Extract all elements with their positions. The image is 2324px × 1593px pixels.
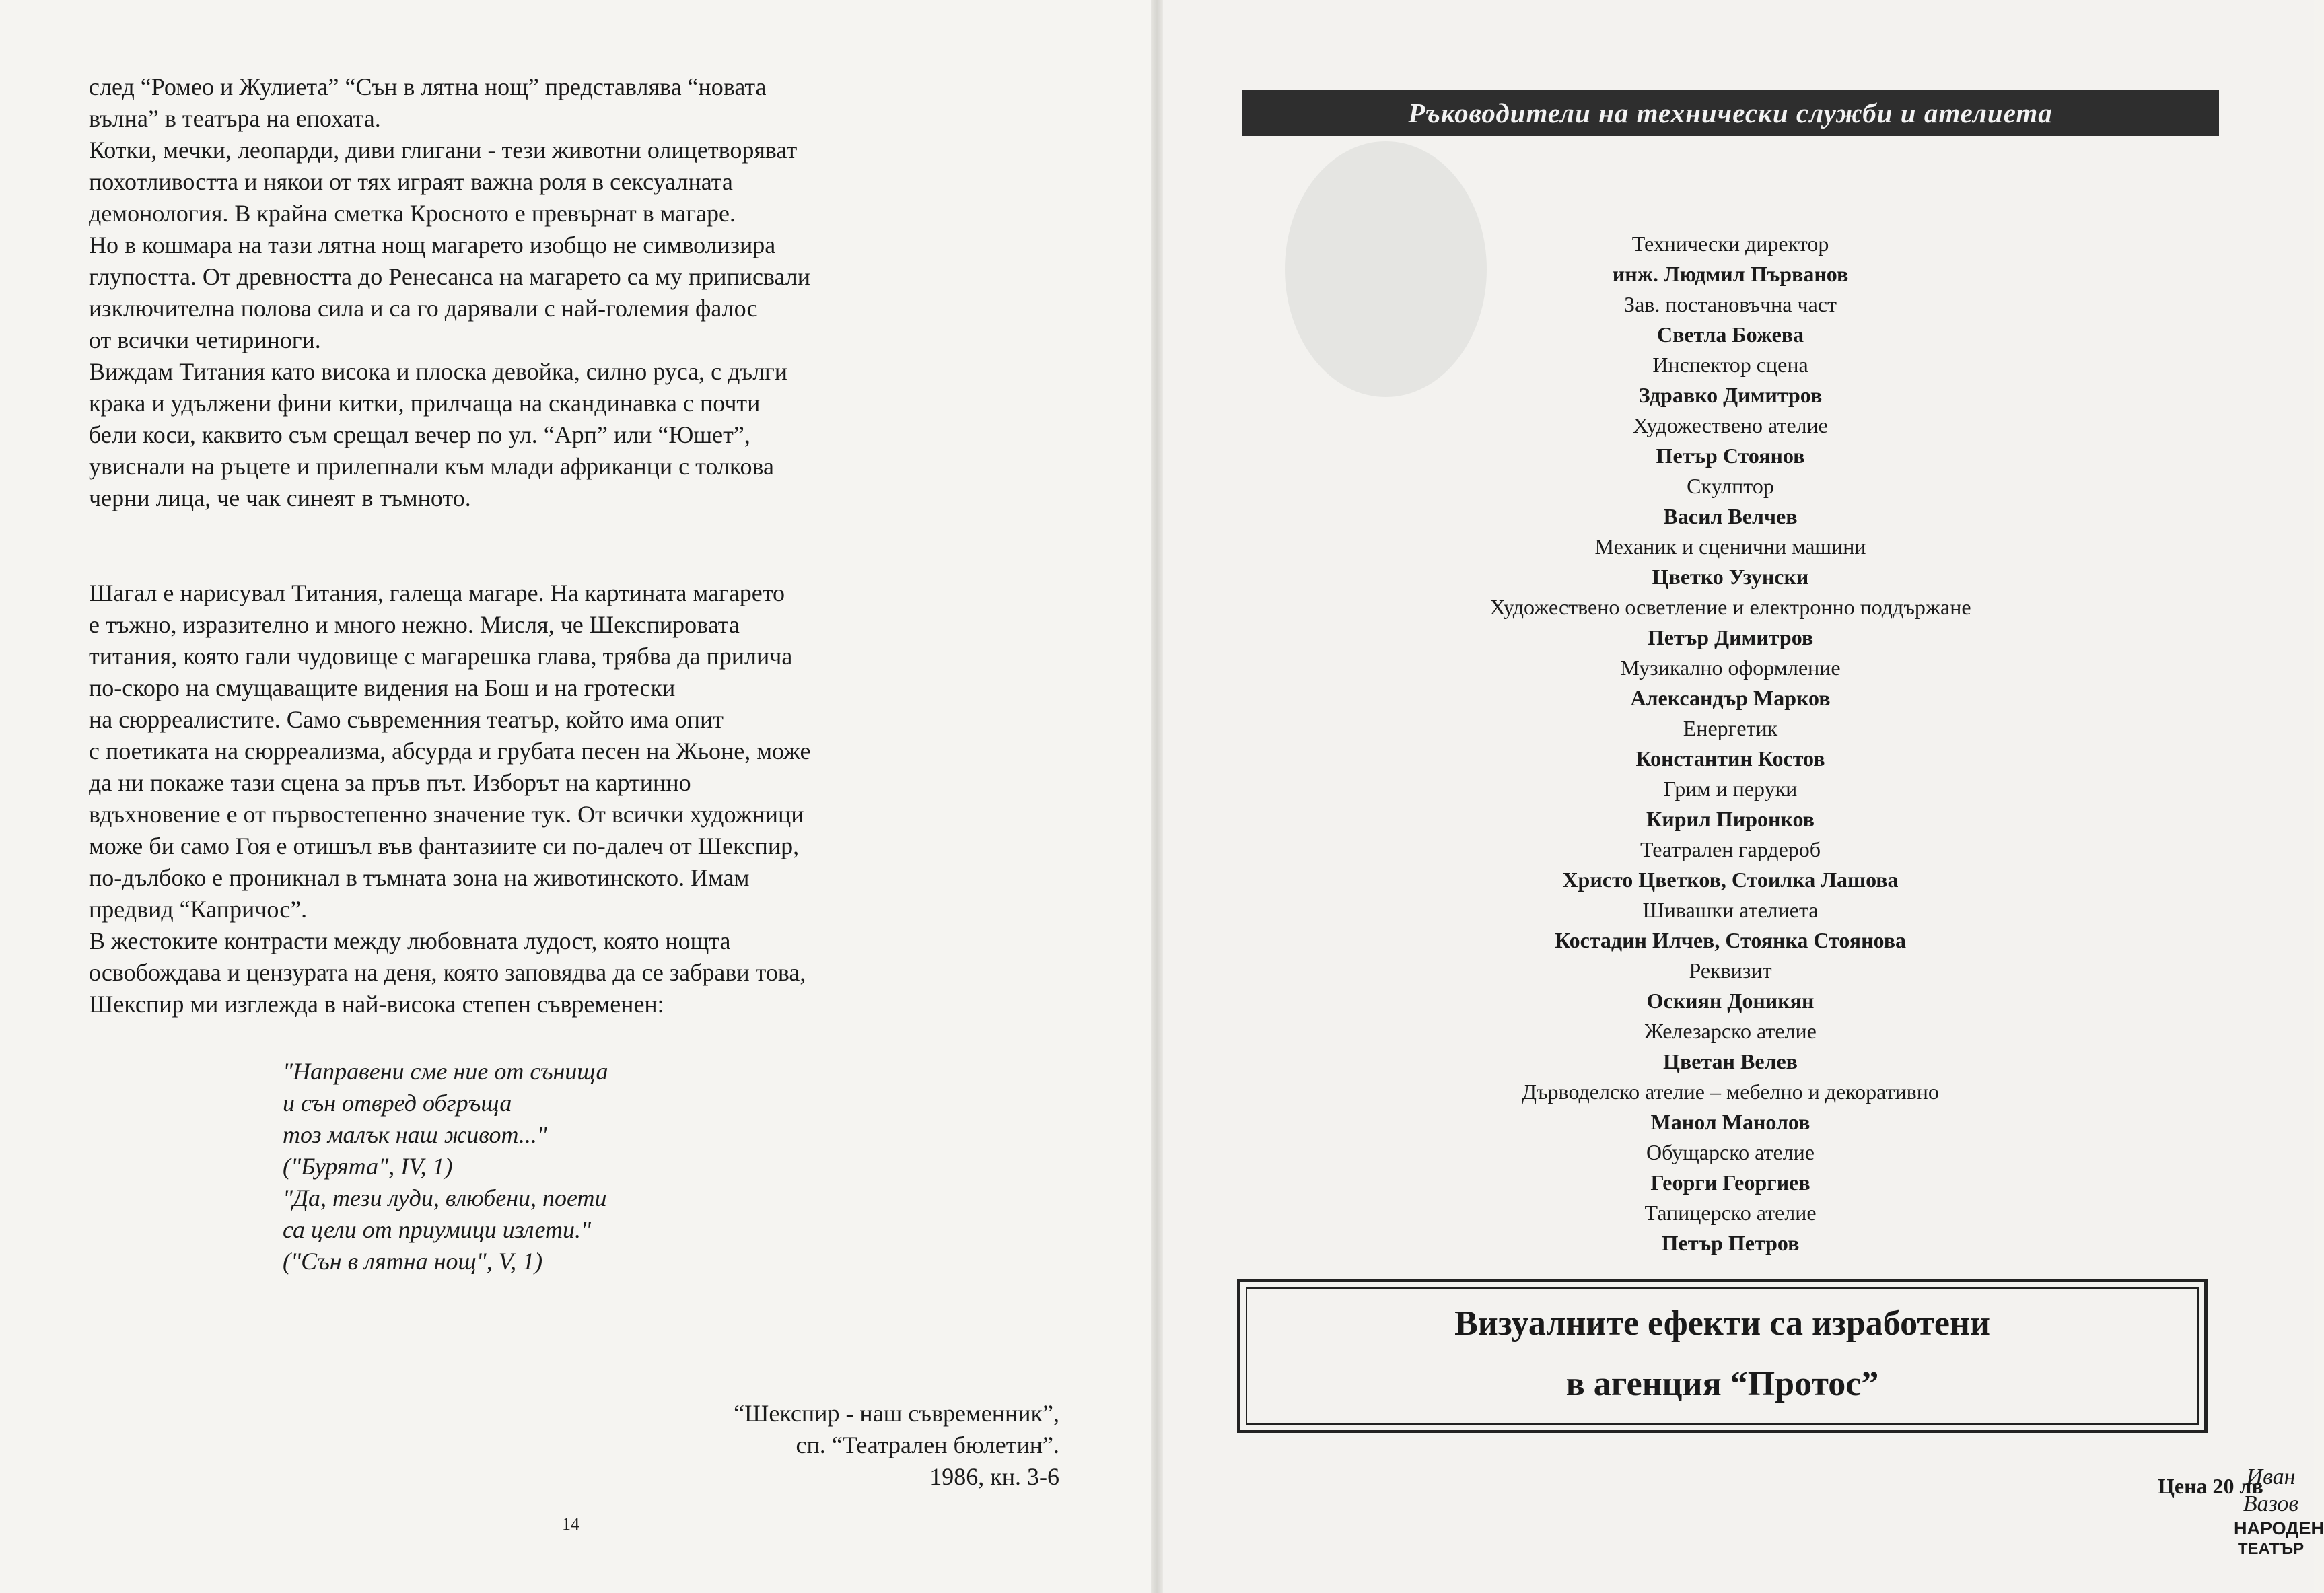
essay-paragraph-2 [89,577,1078,1020]
right-page [1157,0,2324,1593]
poem-line: "Да, тези луди, влюбени, поети [283,1184,607,1211]
logo-script: Иван Вазов [2243,1464,2299,1516]
essay-line: по-дълбоко е проникнал в тъмната зона на животинското. Имам [89,864,750,891]
essay-line: похотливостта и някои от тях играят важна роля в сексуалната [89,168,733,195]
poem-line: "Направени сме ние от сънища [283,1058,608,1085]
essay-line: от всички четириноги. [89,326,321,353]
staff-person: Оскиян Доникян [1646,989,1815,1013]
essay-line: по-скоро на смущаващите видения на Бош и на гротески [89,674,676,701]
poem-line: ("Бурята", IV, 1) [283,1153,453,1180]
essay-line: изключителна полова сила и са го дарявали с най-големия фалос [89,295,758,322]
source-line: “Шекспир - наш съвременник”, [734,1400,1059,1427]
staff-list [1242,229,2219,1259]
essay-line: с поетиката на сюрреализма, абсурда и грубата песен на Жьоне, може [89,738,811,765]
essay-line: Шекспир ми изглежда в най-висока степен съвременен: [89,991,664,1018]
essay-line: е тъжно, изразително и много нежно. Мисля, че Шекспировата [89,611,740,638]
poem-line: са цели от приумици излети." [283,1216,592,1243]
essay-line: черни лица, че чак синеят в тъмното. [89,485,471,511]
credit-line: Визуалните ефекти са изработени [1454,1304,1990,1343]
logo-line: НАРОДЕН [2234,1518,2324,1538]
staff-person: Светла Божева [1656,322,1804,347]
staff-role: Музикално оформление [1620,656,1841,680]
price-label: Цена 20 лв [2158,1474,2263,1498]
essay-line: Шагал е нарисувал Титания, галеща магаре. На картината магарето [89,579,785,606]
staff-role: Обущарско ателие [1646,1140,1815,1164]
staff-person: Васил Велчев [1663,504,1798,528]
staff-person: инж. Людмил Първанов [1612,262,1849,286]
essay-line: Виждам Титания като висока и плоска девойка, силно руса, с дълги [89,358,788,385]
staff-role: Шивашки ателиета [1642,898,1819,922]
left-page [0,0,1157,1593]
staff-person: Константин Костов [1635,746,1825,771]
staff-role: Технически директор [1631,232,1829,256]
essay-line: Котки, мечки, леопарди, диви глигани - тези животни олицетворяват [89,137,798,164]
poem-line: и сън отвред обгръща [283,1090,512,1117]
essay-paragraph-1 [89,71,1078,514]
essay-line: Но в кошмара на тази лятна нощ магарето изобщо не символизира [89,232,776,258]
staff-person: Петър Димитров [1647,625,1814,649]
essay-line: увиснали на ръцете и прилепнали към млади африканци с толкова [89,453,775,480]
essay-line: да ни покаже тази сцена за пръв път. Изборът на картинно [89,769,691,796]
essay-line: може би само Гоя е отишъл във фантазиите си по-далеч от Шекспир, [89,833,800,859]
staff-role: Дърводелско ателие – мебелно и декоративно [1522,1079,1939,1104]
essay-line: освобождава и цензурата на деня, която заповядва да се забрави това, [89,959,806,986]
essay-line: глупостта. От древността до Ренесанса на магарето са му приписвали [89,263,811,290]
staff-role: Реквизит [1689,958,1772,983]
source-line: 1986, кн. 3-6 [929,1463,1059,1490]
staff-person: Христо Цветков, Стоилка Лашова [1562,868,1899,892]
poem-quote [283,1056,608,1277]
staff-role: Механик и сценични машини [1594,534,1866,559]
staff-person: Кирил Пиронков [1646,807,1815,831]
essay-line: бели коси, каквито съм срещал вечер по ул. “Арп” или “Юшет”, [89,421,750,448]
source-citation [734,1398,1059,1493]
section-header: Ръководители на технически служби и ателиета [1242,90,2219,136]
credit-line: в агенция “Протос” [1565,1365,1879,1403]
staff-person: Здравко Димитров [1638,383,1823,407]
essay-line: В жестоките контрасти между любовната лудост, която нощта [89,927,731,954]
staff-person: Манол Манолов [1650,1110,1810,1134]
staff-role: Театрален гардероб [1640,837,1821,861]
source-line: сп. “Театрален бюлетин”. [796,1431,1059,1458]
staff-person: Костадин Илчев, Стоянка Стоянова [1554,928,1907,952]
staff-role: Енергетик [1683,716,1778,740]
poem-line: ("Сън в лятна нощ", V, 1) [283,1248,543,1275]
staff-role: Грим и перуки [1663,777,1798,801]
staff-person: Александър Марков [1630,686,1831,710]
essay-line: на сюрреалистите. Само съвременния театър, който има опит [89,706,724,733]
staff-person: Цветко Узунски [1652,565,1809,589]
staff-role: Инспектор сцена [1652,353,1808,377]
essay-line: крака и удължени фини китки, прилчаща на скандинавка с почти [89,390,761,417]
essay-line: предвид “Капричос”. [89,896,308,923]
essay-line: вълна” в театъра на епохата. [89,105,381,132]
essay-line: титания, която гали чудовище с магарешка глава, трябва да прилича [89,643,793,670]
poem-line: тоз малък наш живот..." [283,1121,547,1148]
essay-line: демонология. В крайна сметка Кросното е превърнат в магаре. [89,200,736,227]
staff-role: Железарско ателие [1644,1019,1817,1043]
staff-person: Петър Петров [1661,1231,1800,1255]
staff-person: Петър Стоянов [1656,444,1805,468]
staff-person: Цветан Велев [1663,1049,1798,1073]
logo-line: ТЕАТЪР [2237,1540,2304,1558]
staff-role: Художествено осветление и електронно поддържане [1489,595,1971,619]
credit-box [1237,1279,2208,1433]
staff-role: Скулптор [1687,474,1774,498]
book-spine [1151,0,1163,1593]
staff-person: Георги Георгиев [1650,1170,1810,1195]
staff-role: Художествено ателие [1633,413,1828,437]
essay-line: вдъхновение е от първостепенно значение тук. От всички художници [89,801,804,828]
staff-role: Тапицерско ателие [1644,1201,1817,1225]
page-number: 14 [562,1514,579,1534]
essay-line: след “Ромео и Жулиета” “Сън в лятна нощ” представлява “новата [89,73,767,100]
national-theatre-logo [2234,1464,2324,1578]
staff-role: Зав. постановъчна част [1624,292,1837,316]
